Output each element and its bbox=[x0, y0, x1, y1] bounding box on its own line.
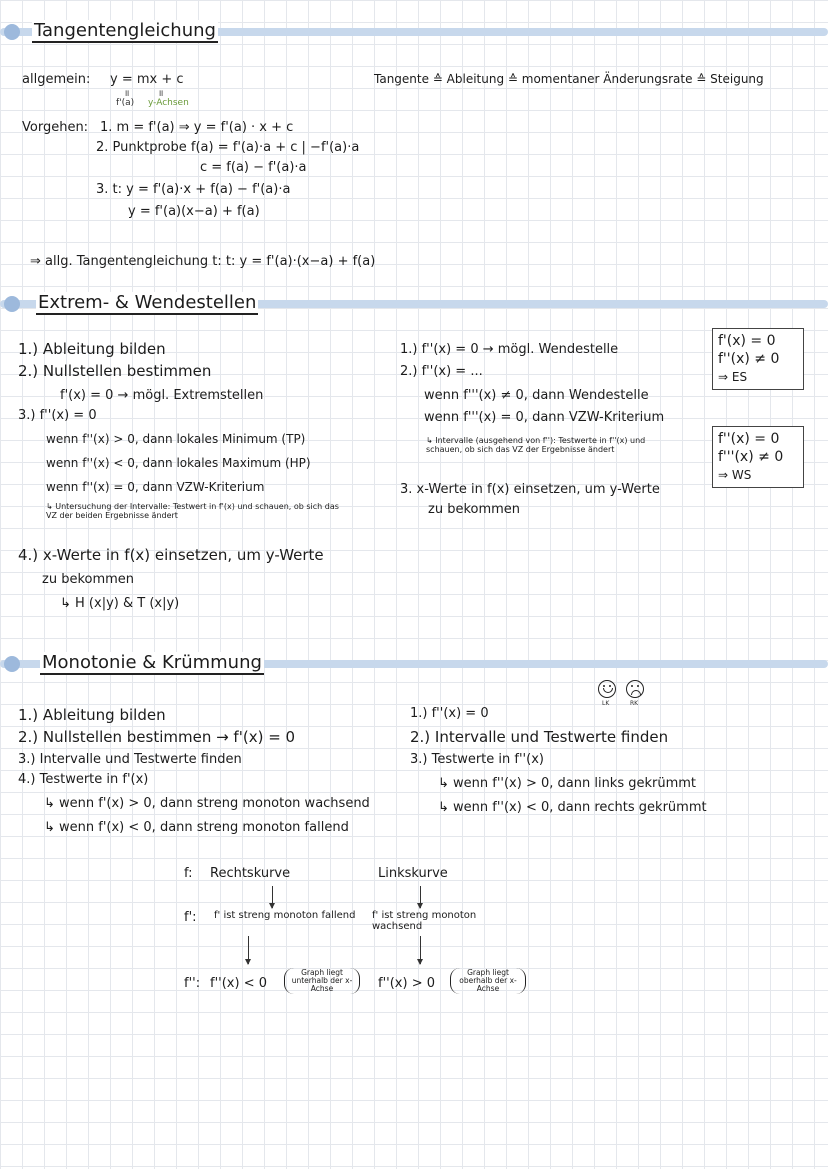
diagram-arrow bbox=[420, 936, 421, 964]
box-ws-line-2: f'''(x) ≠ 0 bbox=[718, 449, 784, 465]
diagram-f1-label: f': bbox=[184, 910, 197, 925]
section-dot bbox=[4, 296, 20, 312]
vorgehen-label: Vorgehen: bbox=[22, 120, 89, 135]
diagram-f2-right: f''(x) > 0 bbox=[378, 976, 435, 991]
happy-face-icon bbox=[598, 680, 616, 698]
wende-note: ↳ Intervalle (ausgehend von f''): Testwerte in f''(x) und schauen, ob sich das VZ der Ergebnisse ändert bbox=[426, 436, 646, 454]
extrem-step-2a: f'(x) = 0 → mögl. Extremstellen bbox=[60, 388, 264, 403]
kruemm-step-3a: ↳ wenn f''(x) > 0, dann links gekrümmt bbox=[438, 776, 697, 791]
allgemein-label: allgemein: bbox=[22, 72, 91, 87]
general-tangent-equation: ⇒ allg. Tangentengleichung t: t: y = f'(a)·(x−a) + f(a) bbox=[30, 254, 376, 269]
wende-step-2b: wenn f'''(x) = 0, dann VZW-Kriterium bbox=[424, 410, 665, 425]
allgemein-formula: y = mx + c bbox=[110, 72, 184, 87]
extrem-step-3b: wenn f''(x) < 0, dann lokales Maximum (HP) bbox=[46, 456, 311, 470]
step-2: 2. Punktprobe f(a) = f'(a)·a + c | −f'(a)·a bbox=[96, 140, 360, 155]
kruemm-step-2: 2.) Intervalle und Testwerte finden bbox=[410, 728, 669, 746]
rk-label: RK bbox=[630, 700, 639, 707]
wende-step-1: 1.) f''(x) = 0 → mögl. Wendestelle bbox=[400, 342, 619, 357]
extrem-step-3c: wenn f''(x) = 0, dann VZW-Kriterium bbox=[46, 480, 265, 494]
sub-m: f'(a) bbox=[116, 98, 135, 108]
section-title-tangent: Tangentengleichung bbox=[34, 20, 216, 41]
diagram-f-label: f: bbox=[184, 866, 193, 881]
wende-step-3: 3. x-Werte in f(x) einsetzen, um y-Werte bbox=[400, 482, 660, 497]
box-extremstelle bbox=[712, 328, 804, 390]
mono-step-4b: ↳ wenn f'(x) < 0, dann streng monoton fallend bbox=[44, 820, 349, 835]
diagram-arrow bbox=[420, 886, 421, 908]
section-dot bbox=[4, 24, 20, 40]
step-1: 1. m = f'(a) ⇒ y = f'(a) · x + c bbox=[100, 120, 294, 135]
sad-face-icon bbox=[626, 680, 644, 698]
diagram-f2-left: f''(x) < 0 bbox=[210, 976, 267, 991]
box-wendestelle bbox=[712, 426, 804, 488]
box-es-line-2: f''(x) ≠ 0 bbox=[718, 351, 780, 367]
kruemm-step-1: 1.) f''(x) = 0 bbox=[410, 706, 489, 721]
mono-step-4: 4.) Testwerte in f'(x) bbox=[18, 772, 149, 787]
step-2b: c = f(a) − f'(a)·a bbox=[200, 160, 307, 175]
extrem-step-4: 4.) x-Werte in f(x) einsetzen, um y-Werte bbox=[18, 546, 324, 564]
extrem-step-2: 2.) Nullstellen bestimmen bbox=[18, 362, 212, 380]
extrem-step-3: 3.) f''(x) = 0 bbox=[18, 408, 97, 423]
step-3b: y = f'(a)(x−a) + f(a) bbox=[128, 204, 260, 219]
extrem-step-1: 1.) Ableitung bilden bbox=[18, 340, 166, 358]
lk-label: LK bbox=[602, 700, 610, 707]
diagram-note-left: Graph liegt unterhalb der x-Achse bbox=[284, 968, 360, 994]
box-es-line-3: ⇒ ES bbox=[718, 370, 748, 384]
box-ws-line-1: f''(x) = 0 bbox=[718, 431, 780, 447]
diagram-linkskurve: Linkskurve bbox=[378, 866, 448, 881]
wende-step-2a: wenn f'''(x) ≠ 0, dann Wendestelle bbox=[424, 388, 649, 403]
mono-step-3: 3.) Intervalle und Testwerte finden bbox=[18, 752, 242, 767]
eq-mark-m: ॥ bbox=[124, 89, 130, 99]
extrem-step-4c: ↳ H (x|y) & T (x|y) bbox=[60, 596, 180, 611]
tangent-equivalence: Tangente ≙ Ableitung ≙ momentaner Änderungsrate ≙ Steigung bbox=[374, 72, 764, 86]
diagram-f2-label: f'': bbox=[184, 976, 201, 991]
wende-step-2: 2.) f''(x) = ... bbox=[400, 364, 483, 379]
diagram-f1-right: f' ist streng monoton wachsend bbox=[372, 910, 477, 932]
mono-step-2: 2.) Nullstellen bestimmen → f'(x) = 0 bbox=[18, 728, 296, 746]
extrem-note-left: ↳ Untersuchung der Intervalle: Testwert in f'(x) und schauen, ob sich das VZ der beiden Ergebnisse ändert bbox=[46, 502, 339, 520]
section-title-mono: Monotonie & Krümmung bbox=[42, 652, 262, 673]
diagram-f1-left: f' ist streng monoton fallend bbox=[214, 910, 356, 921]
eq-mark-c: ॥ bbox=[158, 89, 164, 99]
section-dot bbox=[4, 656, 20, 672]
box-es-line-1: f'(x) = 0 bbox=[718, 333, 776, 349]
mono-step-1: 1.) Ableitung bilden bbox=[18, 706, 166, 724]
wende-step-3b: zu bekommen bbox=[428, 502, 521, 517]
diagram-arrow bbox=[272, 886, 273, 908]
sub-c: y-Achsen bbox=[148, 98, 189, 108]
diagram-note-right: Graph liegt oberhalb der x-Achse bbox=[450, 968, 526, 994]
section-title-extrem: Extrem- & Wendestellen bbox=[38, 292, 257, 313]
extrem-step-3a: wenn f''(x) > 0, dann lokales Minimum (TP) bbox=[46, 432, 306, 446]
kruemm-step-3b: ↳ wenn f''(x) < 0, dann rechts gekrümmt bbox=[438, 800, 707, 815]
extrem-step-4b: zu bekommen bbox=[42, 572, 135, 587]
box-ws-line-3: ⇒ WS bbox=[718, 468, 752, 482]
diagram-arrow bbox=[248, 936, 249, 964]
diagram-rechtskurve: Rechtskurve bbox=[210, 866, 291, 881]
step-3: 3. t: y = f'(a)·x + f(a) − f'(a)·a bbox=[96, 182, 291, 197]
mono-step-4a: ↳ wenn f'(x) > 0, dann streng monoton wachsend bbox=[44, 796, 370, 811]
kruemm-step-3: 3.) Testwerte in f''(x) bbox=[410, 752, 544, 767]
